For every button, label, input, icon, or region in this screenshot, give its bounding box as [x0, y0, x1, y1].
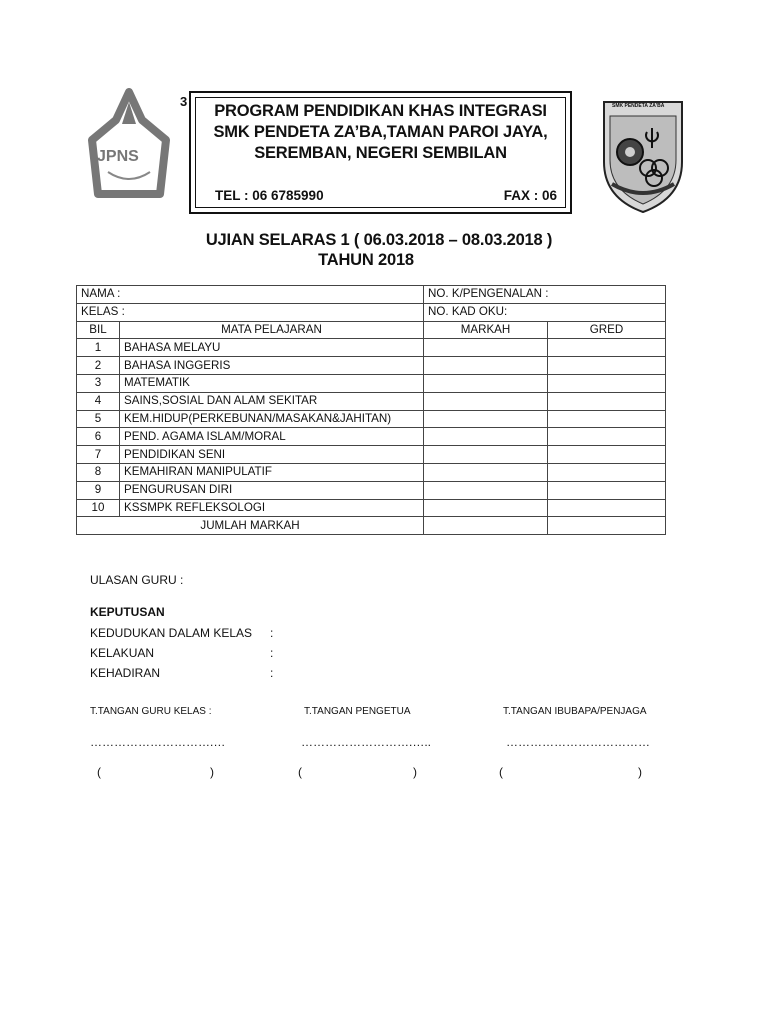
school-crest-logo: [600, 98, 686, 214]
row-markah-cell[interactable]: [424, 374, 548, 392]
row-gred-cell[interactable]: [548, 428, 666, 446]
table-row: [77, 499, 666, 517]
id-number-label: NO. K/PENGENALAN :: [428, 287, 549, 301]
attendance-label: KEHADIRAN: [90, 666, 161, 680]
row-subject: KEM.HIDUP(PERKEBUNAN/MASAKAN&JAHITAN): [120, 410, 424, 428]
class-teacher-name-close-paren: ): [210, 765, 214, 779]
oku-card-label: NO. KAD OKU:: [428, 305, 508, 319]
behaviour-label: KELAKUAN: [90, 646, 155, 660]
total-gred-cell[interactable]: [548, 517, 666, 535]
behaviour-colon: :: [270, 646, 274, 660]
table-row: [77, 481, 666, 499]
table-row: [77, 286, 666, 304]
row-bil: 7: [77, 446, 120, 464]
class-teacher-name-open-paren: (: [97, 765, 101, 779]
table-row: [77, 339, 666, 357]
name-label: NAMA :: [81, 287, 121, 301]
teacher-remarks-label: ULASAN GURU :: [90, 573, 184, 587]
row-bil: 2: [77, 357, 120, 375]
row-subject: KSSMPK REFLEKSOLOGI: [120, 499, 424, 517]
name-field[interactable]: [77, 286, 424, 304]
school-location: SEREMBAN, NEGERI SEMBILAN: [254, 144, 507, 162]
row-subject: BAHASA MELAYU: [120, 339, 424, 357]
row-gred-cell[interactable]: [548, 339, 666, 357]
table-row: [77, 303, 666, 321]
row-bil: 8: [77, 463, 120, 481]
jpns-logo-text: JPNS: [97, 148, 139, 165]
exam-title: UJIAN SELARAS 1 ( 06.03.2018 – 08.03.2018 ): [205, 231, 553, 249]
table-row: [77, 446, 666, 464]
parent-name-close-paren: ): [638, 765, 642, 779]
total-row: [77, 517, 666, 535]
table-row: [77, 357, 666, 375]
table-row: [77, 428, 666, 446]
class-field[interactable]: [77, 303, 424, 321]
jpns-logo: [86, 88, 172, 198]
row-gred-cell[interactable]: [548, 446, 666, 464]
table-row: [77, 392, 666, 410]
row-subject: KEMAHIRAN MANIPULATIF: [120, 463, 424, 481]
exam-year: TAHUN 2018: [318, 251, 414, 269]
header-bil: BIL: [77, 321, 120, 339]
result-heading: KEPUTUSAN: [90, 605, 165, 619]
class-position-label: KEDUDUKAN DALAM KELAS: [90, 626, 253, 640]
principal-name-close-paren: ): [413, 765, 417, 779]
school-crest-icon: [600, 98, 686, 214]
principal-signature-label: T.TANGAN PENGETUA: [304, 706, 411, 717]
row-gred-cell[interactable]: [548, 392, 666, 410]
row-gred-cell[interactable]: [548, 357, 666, 375]
table-row: [77, 463, 666, 481]
id-number-field[interactable]: [424, 286, 666, 304]
table-row: [77, 410, 666, 428]
row-bil: 3: [77, 374, 120, 392]
total-label: JUMLAH MARKAH: [77, 517, 424, 535]
attendance-colon: :: [270, 666, 274, 680]
jpns-emblem-icon: [86, 88, 172, 198]
row-bil: 6: [77, 428, 120, 446]
row-markah-cell[interactable]: [424, 446, 548, 464]
row-markah-cell[interactable]: [424, 410, 548, 428]
parent-signature-line[interactable]: ………………………………: [506, 735, 650, 749]
row-subject: PENDIDIKAN SENI: [120, 446, 424, 464]
row-gred-cell[interactable]: [548, 499, 666, 517]
table-header-row: [77, 321, 666, 339]
oku-card-field[interactable]: [424, 303, 666, 321]
parent-signature-label: T.TANGAN IBUBAPA/PENJAGA: [503, 706, 647, 717]
school-name: SMK PENDETA ZA’BA,TAMAN PAROI JAYA,: [213, 123, 548, 141]
school-header-box: [189, 91, 572, 214]
header-subject: MATA PELAJARAN: [120, 321, 424, 339]
row-markah-cell[interactable]: [424, 428, 548, 446]
class-label: KELAS :: [81, 305, 125, 319]
class-position-colon: :: [270, 626, 274, 640]
header-markah: MARKAH: [424, 321, 548, 339]
row-markah-cell[interactable]: [424, 392, 548, 410]
row-bil: 1: [77, 339, 120, 357]
class-teacher-signature-line[interactable]: ………………………….…: [90, 735, 226, 749]
row-subject: SAINS,SOSIAL DAN ALAM SEKITAR: [120, 392, 424, 410]
row-bil: 5: [77, 410, 120, 428]
principal-name-open-paren: (: [298, 765, 302, 779]
row-bil: 4: [77, 392, 120, 410]
page-number: 3: [180, 94, 188, 109]
row-subject: PEND. AGAMA ISLAM/MORAL: [120, 428, 424, 446]
row-markah-cell[interactable]: [424, 357, 548, 375]
total-markah-cell[interactable]: [424, 517, 548, 535]
row-gred-cell[interactable]: [548, 463, 666, 481]
row-subject: BAHASA INGGERIS: [120, 357, 424, 375]
telephone: TEL : 06 6785990: [215, 188, 324, 203]
row-markah-cell[interactable]: [424, 481, 548, 499]
row-gred-cell[interactable]: [548, 481, 666, 499]
row-markah-cell[interactable]: [424, 499, 548, 517]
class-teacher-signature-label: T.TANGAN GURU KELAS :: [90, 706, 212, 717]
header-gred: GRED: [548, 321, 666, 339]
parent-name-open-paren: (: [499, 765, 503, 779]
row-bil: 9: [77, 481, 120, 499]
principal-signature-line[interactable]: ……………………….…..: [301, 735, 432, 749]
school-crest-text: SMK PENDETA ZA'BA: [612, 103, 665, 109]
program-title: PROGRAM PENDIDIKAN KHAS INTEGRASI: [214, 102, 547, 120]
table-row: [77, 374, 666, 392]
fax: FAX : 06: [503, 188, 557, 203]
row-markah-cell[interactable]: [424, 339, 548, 357]
row-subject: PENGURUSAN DIRI: [120, 481, 424, 499]
row-gred-cell[interactable]: [548, 410, 666, 428]
marks-table: [76, 285, 666, 535]
row-bil: 10: [77, 499, 120, 517]
row-subject: MATEMATIK: [120, 374, 424, 392]
row-markah-cell[interactable]: [424, 463, 548, 481]
row-gred-cell[interactable]: [548, 374, 666, 392]
